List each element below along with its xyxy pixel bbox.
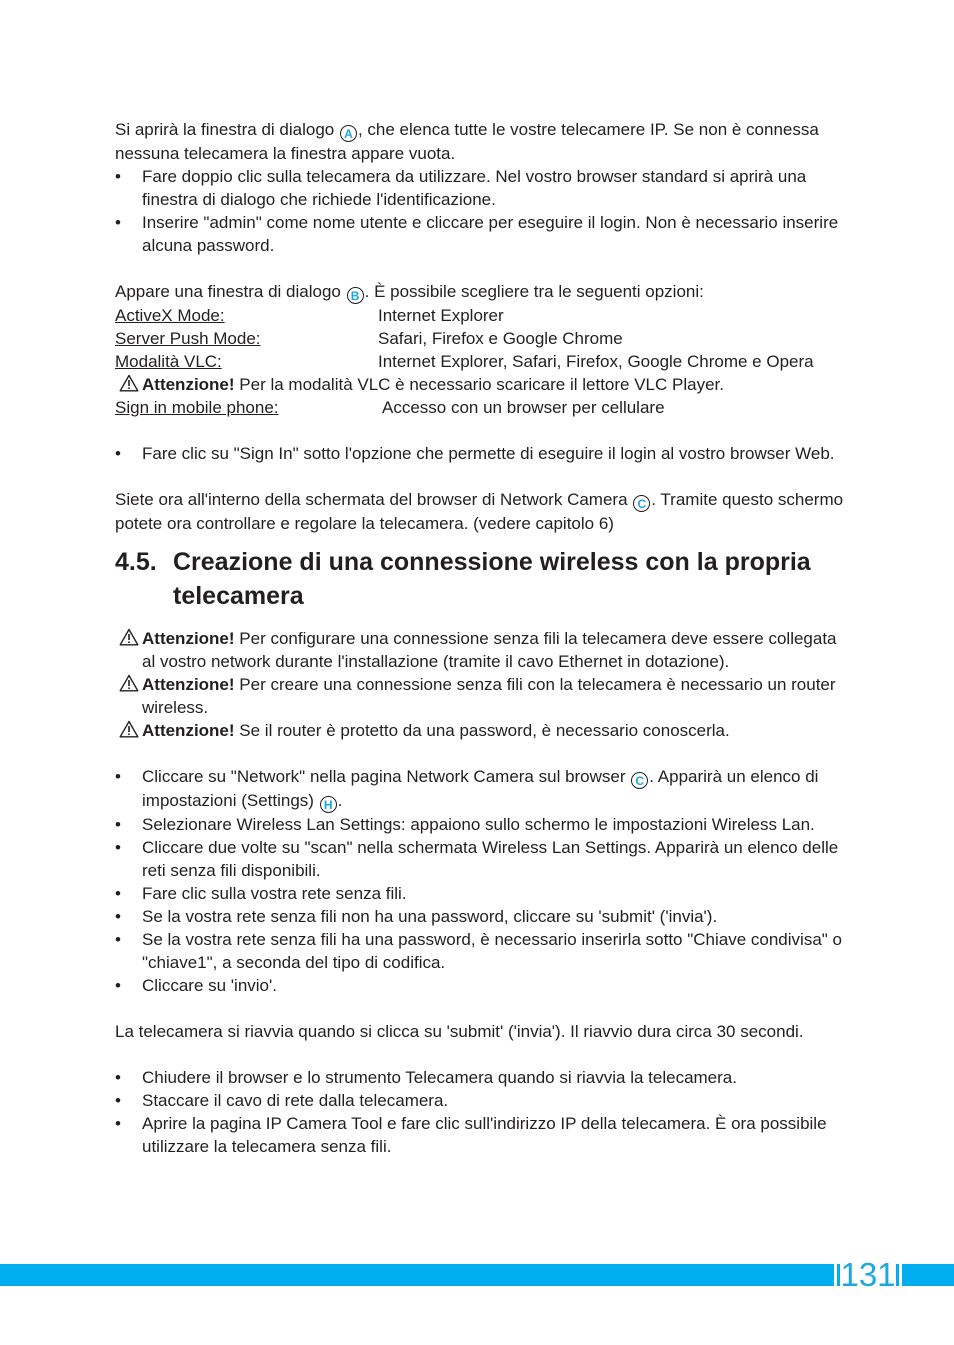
option-label: Modalità VLC: xyxy=(115,352,222,371)
list-item: • Selezionare Wireless Lan Settings: appaiono sullo schermo le impostazioni Wireless Lan. xyxy=(115,813,845,836)
option-value: Accesso con un browser per cellulare xyxy=(382,398,665,417)
list-item: • Aprire la pagina IP Camera Tool e fare clic sull'indirizzo IP della telecamera. È ora possibile utilizzare la telecamera senza fili. xyxy=(115,1112,845,1158)
footer-bar xyxy=(0,1264,954,1286)
list-item: • Inserire "admin" come nome utente e cliccare per eseguire il login. Non è necessario inserire alcuna password. xyxy=(115,211,845,257)
list-item: • Fare clic sulla vostra rete senza fili. xyxy=(115,882,845,905)
option-row xyxy=(115,304,845,327)
option-label: Sign in mobile phone: xyxy=(115,398,279,417)
list-item: • Cliccare su "Network" nella pagina Network Camera sul browser C . Apparirà un elenco di impostazioni (Settings) H . xyxy=(115,765,845,813)
intro-paragraph: Si aprirà la finestra di dialogo A , che elenca tutte le vostre telecamere IP. Se non è connessa nessuna telecamera la finestra appare vuota. xyxy=(115,120,819,163)
option-row xyxy=(115,396,845,419)
option-value: Internet Explorer xyxy=(378,306,504,325)
warning-note: Attenzione! Se il router è protetto da una password, è necessario conoscerla. xyxy=(115,719,845,742)
warning-note: Attenzione! Per creare una connessione senza fili con la telecamera è necessario un router wireless. xyxy=(115,673,845,719)
marker-c: C xyxy=(633,495,650,512)
options-paragraph: Appare una finestra di dialogo B . È possibile scegliere tra le seguenti opzioni: xyxy=(115,282,704,303)
section-number: 4.5. xyxy=(115,548,157,576)
warning-icon xyxy=(119,720,139,738)
section-heading xyxy=(115,545,845,613)
option-label: ActiveX Mode: xyxy=(115,306,225,325)
warning-note: Attenzione! Per configurare una connessione senza fili la telecamera deve essere collegata al vostro network durante l'installazione (tramite il cavo Ethernet in dotazione). xyxy=(115,627,845,673)
option-row xyxy=(115,327,845,350)
list-item: • Se la vostra rete senza fili non ha una password, cliccare su 'submit' ('invia'). xyxy=(115,905,845,928)
list-item: • Fare doppio clic sulla telecamera da utilizzare. Nel vostro browser standard si aprirà una finestra di dialogo che richiede l'identificazione. xyxy=(115,165,845,211)
warning-icon xyxy=(119,674,139,692)
marker-a: A xyxy=(340,125,357,142)
marker-c: C xyxy=(631,772,648,789)
section-title: Creazione di una connessione wireless con la propria telecamera xyxy=(173,548,811,610)
option-value: Internet Explorer, Safari, Firefox, Google Chrome e Opera xyxy=(378,352,814,371)
reboot-paragraph: La telecamera si riavvia quando si clicca su 'submit' ('invia'). Il riavvio dura circa 30 secondi. xyxy=(115,1022,804,1041)
option-value: Safari, Firefox e Google Chrome xyxy=(378,329,623,348)
vlc-warning: Attenzione! Per la modalità VLC è necessario scaricare il lettore VLC Player. xyxy=(115,373,845,396)
list-item: • Fare clic su "Sign In" sotto l'opzione che permette di eseguire il login al vostro browser Web. xyxy=(115,442,845,465)
warning-icon xyxy=(119,374,139,392)
list-item: • Cliccare due volte su "scan" nella schermata Wireless Lan Settings. Apparirà un elenco delle reti senza fili disponibili. xyxy=(115,836,845,882)
list-item: • Staccare il cavo di rete dalla telecamera. xyxy=(115,1089,845,1112)
option-label: Server Push Mode: xyxy=(115,329,261,348)
page-number: 131 xyxy=(834,1257,902,1293)
list-item: • Cliccare su 'invio'. xyxy=(115,974,845,997)
warning-icon xyxy=(119,628,139,646)
option-row xyxy=(115,350,845,373)
browser-paragraph: Siete ora all'interno della schermata del browser di Network Camera C . Tramite questo schermo potete ora controllare e regolare la telecamera. (vedere capitolo 6) xyxy=(115,490,844,533)
marker-b: B xyxy=(347,287,364,304)
page-content xyxy=(115,118,845,1158)
list-item: • Chiudere il browser e lo strumento Telecamera quando si riavvia la telecamera. xyxy=(115,1066,845,1089)
marker-h: H xyxy=(320,796,337,813)
list-item: • Se la vostra rete senza fili ha una password, è necessario inserirla sotto "Chiave condivisa" o "chiave1", a seconda del tipo di codifica. xyxy=(115,928,845,974)
